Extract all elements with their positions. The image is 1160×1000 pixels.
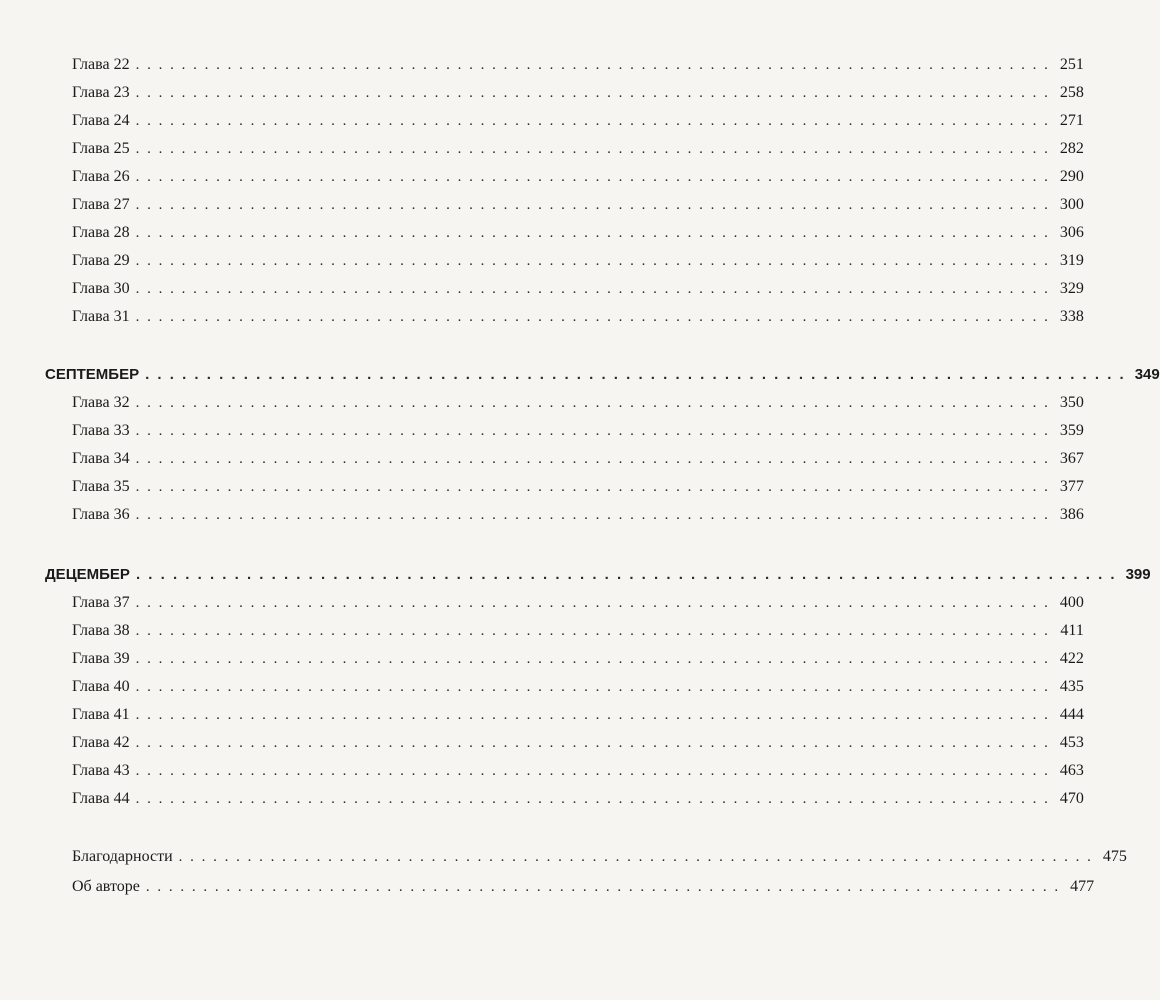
toc-entry-row [72, 730, 1084, 756]
dot-leader: . . . . . . . . . . . . . . . . . . . . . . . . . . . . . . . . . . . . . . . . . . . . . . . . . . . . . . . . . . . . . . . . . . . . . . . . . . . . . . . . [135, 169, 1050, 185]
toc-label: Глава 32 [72, 394, 130, 411]
dot-leader: . . . . . . . . . . . . . . . . . . . . . . . . . . . . . . . . . . . . . . . . . . . . . . . . . . . . . . . . . . . . . . . . . . . . . . . . . . . . . . . . [178, 849, 1093, 865]
toc-label: ДЕЦЕМБЕР [45, 566, 130, 583]
toc-page-number: 444 [1059, 706, 1084, 723]
dot-leader: . . . . . . . . . . . . . . . . . . . . . . . . . . . . . . . . . . . . . . . . . . . . . . . . . . . . . . . . . . . . . . . . . . . . . . . . . . . . . . . . [135, 197, 1050, 213]
dot-leader: . . . . . . . . . . . . . . . . . . . . . . . . . . . . . . . . . . . . . . . . . . . . . . . . . . . . . . . . . . . . . . . . . . . . . . . . . . . . . . . . [135, 479, 1050, 495]
toc-page-number: 399 [1125, 566, 1151, 583]
toc-label: Глава 44 [72, 790, 130, 807]
toc-label: Глава 39 [72, 650, 130, 667]
toc-page-number: 377 [1059, 478, 1084, 495]
toc-entry-row [72, 702, 1084, 728]
toc-label: Глава 40 [72, 678, 130, 695]
dot-leader: . . . . . . . . . . . . . . . . . . . . . . . . . . . . . . . . . . . . . . . . . . . . . . . . . . . . . . . . . . . . . . . . . . . . . . . . . . . . . . . . [135, 763, 1050, 779]
toc-page-number: 386 [1059, 506, 1084, 523]
toc-entry-row [72, 674, 1084, 700]
toc-entry-row [72, 474, 1084, 500]
toc-label: Глава 23 [72, 84, 130, 101]
toc-label: Глава 41 [72, 706, 130, 723]
toc-label: Глава 33 [72, 422, 130, 439]
dot-leader: . . . . . . . . . . . . . . . . . . . . . . . . . . . . . . . . . . . . . . . . . . . . . . . . . . . . . . . . . . . . . . . . . . . . . . . . . . . . . . . . [145, 879, 1061, 895]
dot-leader: . . . . . . . . . . . . . . . . . . . . . . . . . . . . . . . . . . . . . . . . . . . . . . . . . . . . . . . . . . . . . . . . . . . . . . . . . . . . . . . . [145, 366, 1126, 383]
toc-page-number: 477 [1070, 878, 1095, 895]
toc-page-number: 338 [1059, 308, 1084, 325]
toc-entry-row [72, 276, 1084, 302]
dot-leader: . . . . . . . . . . . . . . . . . . . . . . . . . . . . . . . . . . . . . . . . . . . . . . . . . . . . . . . . . . . . . . . . . . . . . . . . . . . . . . . . [135, 451, 1050, 467]
toc-entry-row [72, 874, 1095, 900]
toc-label: Глава 31 [72, 308, 130, 325]
toc-page-number: 367 [1059, 450, 1084, 467]
dot-leader: . . . . . . . . . . . . . . . . . . . . . . . . . . . . . . . . . . . . . . . . . . . . . . . . . . . . . . . . . . . . . . . . . . . . . . . . . . . . . . . . [135, 113, 1050, 129]
toc-label: Глава 24 [72, 112, 130, 129]
toc-entry-row [72, 108, 1084, 134]
toc-label: Глава 30 [72, 280, 130, 297]
toc-entry-row [72, 220, 1084, 246]
toc-label: Глава 34 [72, 450, 130, 467]
toc-page-number: 359 [1059, 422, 1084, 439]
toc-entry-row [72, 164, 1084, 190]
toc-entry-row [72, 502, 1084, 528]
toc-page-number: 251 [1059, 56, 1084, 73]
dot-leader: . . . . . . . . . . . . . . . . . . . . . . . . . . . . . . . . . . . . . . . . . . . . . . . . . . . . . . . . . . . . . . . . . . . . . . . . . . . . . . . . [135, 395, 1050, 411]
toc-page-number: 271 [1059, 112, 1084, 129]
dot-leader: . . . . . . . . . . . . . . . . . . . . . . . . . . . . . . . . . . . . . . . . . . . . . . . . . . . . . . . . . . . . . . . . . . . . . . . . . . . . . . . . [135, 57, 1050, 73]
toc-page-number: 422 [1059, 650, 1084, 667]
toc-page-number: 463 [1059, 762, 1084, 779]
toc-entry-row [72, 80, 1084, 106]
toc-label: Глава 22 [72, 56, 130, 73]
dot-leader: . . . . . . . . . . . . . . . . . . . . . . . . . . . . . . . . . . . . . . . . . . . . . . . . . . . . . . . . . . . . . . . . . . . . . . . . . . . . . . . . [135, 141, 1050, 157]
toc-page-number: 282 [1059, 140, 1084, 157]
toc-page-number: 411 [1060, 622, 1084, 639]
toc-label: Глава 38 [72, 622, 130, 639]
dot-leader: . . . . . . . . . . . . . . . . . . . . . . . . . . . . . . . . . . . . . . . . . . . . . . . . . . . . . . . . . . . . . . . . . . . . . . . . . . . . . . . . [135, 735, 1050, 751]
toc-entry-row [72, 590, 1084, 616]
toc-label: Глава 36 [72, 506, 130, 523]
toc-page-number: 349 [1134, 366, 1160, 383]
toc-entry-row [72, 418, 1084, 444]
toc-label: Глава 26 [72, 168, 130, 185]
dot-leader: . . . . . . . . . . . . . . . . . . . . . . . . . . . . . . . . . . . . . . . . . . . . . . . . . . . . . . . . . . . . . . . . . . . . . . . . . . . . . . . . [135, 651, 1050, 667]
dot-leader: . . . . . . . . . . . . . . . . . . . . . . . . . . . . . . . . . . . . . . . . . . . . . . . . . . . . . . . . . . . . . . . . . . . . . . . . . . . . . . . . [135, 791, 1050, 807]
toc-page-number: 290 [1059, 168, 1084, 185]
dot-leader: . . . . . . . . . . . . . . . . . . . . . . . . . . . . . . . . . . . . . . . . . . . . . . . . . . . . . . . . . . . . . . . . . . . . . . . . . . . . . . . . [135, 595, 1050, 611]
toc-entry-row [72, 52, 1084, 78]
toc-entry-row [72, 758, 1084, 784]
toc-page-number: 306 [1059, 224, 1084, 241]
dot-leader: . . . . . . . . . . . . . . . . . . . . . . . . . . . . . . . . . . . . . . . . . . . . . . . . . . . . . . . . . . . . . . . . . . . . . . . . . . . . . . . . [135, 253, 1050, 269]
toc-page-number: 475 [1102, 848, 1127, 865]
toc-entry-row [72, 786, 1084, 812]
toc-entry-row [72, 446, 1084, 472]
toc-label: Глава 29 [72, 252, 130, 269]
toc-entry-row [72, 192, 1084, 218]
toc-label: Благодарности [72, 848, 173, 865]
toc-label: СЕПТЕМБЕР [45, 366, 140, 383]
toc-entry-row [72, 646, 1084, 672]
toc-page-number: 350 [1059, 394, 1084, 411]
toc-label: Глава 28 [72, 224, 130, 241]
toc-label: Глава 43 [72, 762, 130, 779]
toc-entry-row [72, 844, 1127, 870]
toc-page-number: 400 [1059, 594, 1084, 611]
toc-entry-row [72, 248, 1084, 274]
dot-leader: . . . . . . . . . . . . . . . . . . . . . . . . . . . . . . . . . . . . . . . . . . . . . . . . . . . . . . . . . . . . . . . . . . . . . . . . . . . . . . . . [135, 309, 1050, 325]
dot-leader: . . . . . . . . . . . . . . . . . . . . . . . . . . . . . . . . . . . . . . . . . . . . . . . . . . . . . . . . . . . . . . . . . . . . . . . . . . . . . . . . [135, 225, 1050, 241]
dot-leader: . . . . . . . . . . . . . . . . . . . . . . . . . . . . . . . . . . . . . . . . . . . . . . . . . . . . . . . . . . . . . . . . . . . . . . . . . . . . . . . . [135, 507, 1050, 523]
dot-leader: . . . . . . . . . . . . . . . . . . . . . . . . . . . . . . . . . . . . . . . . . . . . . . . . . . . . . . . . . . . . . . . . . . . . . . . . . . . . . . . . [135, 281, 1050, 297]
toc-entry-row [72, 304, 1084, 330]
toc-label: Глава 25 [72, 140, 130, 157]
toc-entry-row [72, 618, 1084, 644]
toc-label: Глава 27 [72, 196, 130, 213]
toc-page-number: 453 [1059, 734, 1084, 751]
toc-label: Глава 42 [72, 734, 130, 751]
dot-leader: . . . . . . . . . . . . . . . . . . . . . . . . . . . . . . . . . . . . . . . . . . . . . . . . . . . . . . . . . . . . . . . . . . . . . . . . . . . . . . . . [135, 423, 1050, 439]
toc-page-number: 329 [1059, 280, 1084, 297]
toc-section-row [45, 362, 1160, 388]
dot-leader: . . . . . . . . . . . . . . . . . . . . . . . . . . . . . . . . . . . . . . . . . . . . . . . . . . . . . . . . . . . . . . . . . . . . . . . . . . . . . . . . [135, 679, 1050, 695]
toc-label: Глава 35 [72, 478, 130, 495]
toc-page-number: 258 [1059, 84, 1084, 101]
toc-entry-row [72, 390, 1084, 416]
toc-page-number: 300 [1059, 196, 1084, 213]
dot-leader: . . . . . . . . . . . . . . . . . . . . . . . . . . . . . . . . . . . . . . . . . . . . . . . . . . . . . . . . . . . . . . . . . . . . . . . . . . . . . . . . [135, 707, 1050, 723]
toc-label: Об авторе [72, 878, 140, 895]
toc-section-row [45, 562, 1151, 588]
dot-leader: . . . . . . . . . . . . . . . . . . . . . . . . . . . . . . . . . . . . . . . . . . . . . . . . . . . . . . . . . . . . . . . . . . . . . . . . . . . . . . . . [135, 566, 1117, 583]
dot-leader: . . . . . . . . . . . . . . . . . . . . . . . . . . . . . . . . . . . . . . . . . . . . . . . . . . . . . . . . . . . . . . . . . . . . . . . . . . . . . . . . [135, 85, 1050, 101]
toc-page-number: 470 [1059, 790, 1084, 807]
toc-label: Глава 37 [72, 594, 130, 611]
toc-entry-row [72, 136, 1084, 162]
toc-page-number: 435 [1059, 678, 1084, 695]
toc-page-number: 319 [1059, 252, 1084, 269]
dot-leader: . . . . . . . . . . . . . . . . . . . . . . . . . . . . . . . . . . . . . . . . . . . . . . . . . . . . . . . . . . . . . . . . . . . . . . . . . . . . . . . . [135, 623, 1050, 639]
